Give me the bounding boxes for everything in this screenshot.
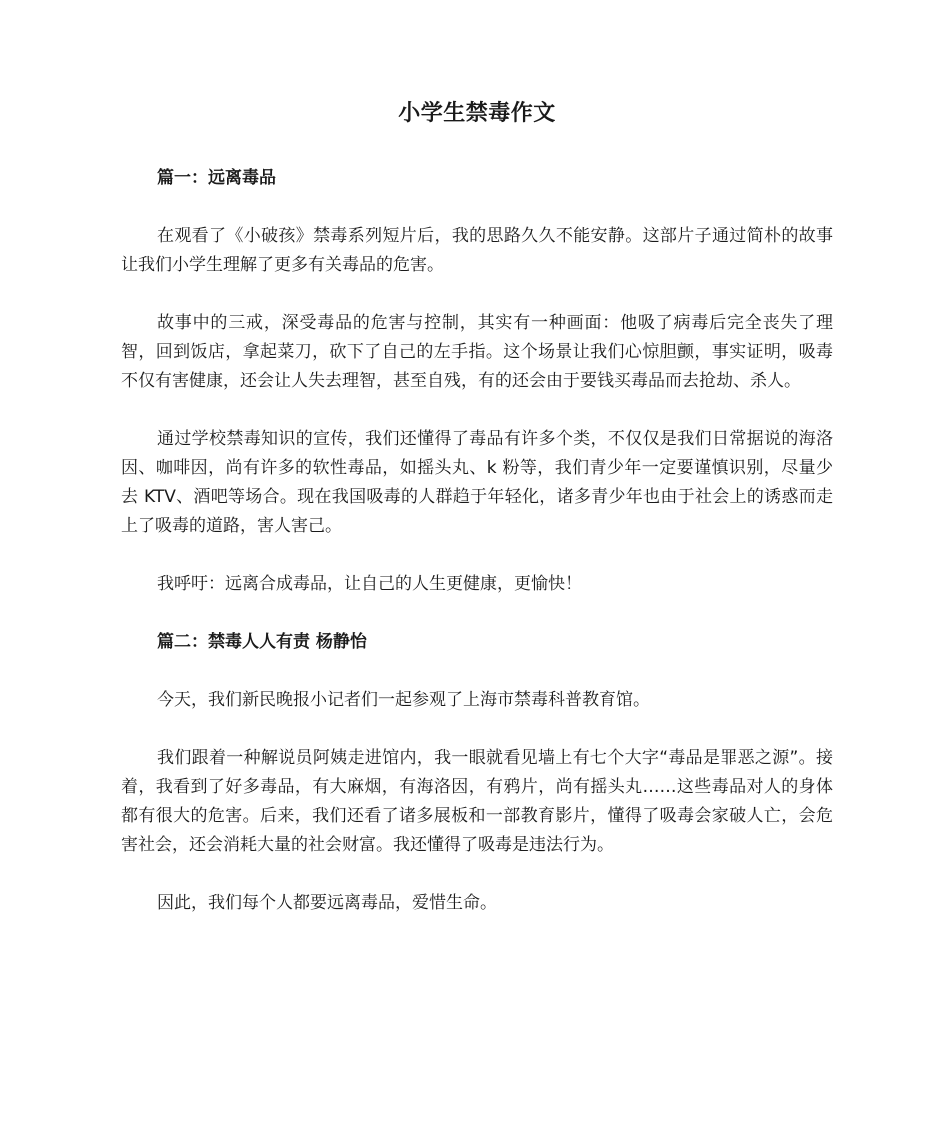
paragraph: 故事中的三戒，深受毒品的危害与控制，其实有一种画面：他吸了病毒后完全丧失了理智，回到饭店，拿起菜刀，砍下了自己的左手指。这个场景让我们心惊胆颤，事实证明，吸毒不仅有害健康，还会让人失去理智，甚至自残，有的还会由于要钱买毒品而去抢劫、杀人。 <box>121 313 833 391</box>
document-body <box>121 96 833 947</box>
paragraph: 我们跟着一种解说员阿姨走进馆内，我一眼就看见墙上有七个大字“毒品是罪恶之源”。接着，我看到了好多毒品，有大麻烟，有海洛因，有鸦片，尚有摇头丸……这些毒品对人的身体都有很大的危害。后来，我们还看了诸多展板和一部教育影片，懂得了吸毒会家破人亡，会危害社会，还会消耗大量的社会财富。我还懂得了吸毒是违法行为。 <box>121 748 833 855</box>
paragraph: 今天，我们新民晚报小记者们一起参观了上海市禁毒科普教育馆。 <box>157 690 650 710</box>
paragraph: 因此，我们每个人都要远离毒品，爱惜生命。 <box>157 893 497 913</box>
document-title: 小学生禁毒作文 <box>398 101 556 126</box>
section-heading-2: 篇二：禁毒人人有责 杨静怡 <box>157 632 367 652</box>
paragraph: 在观看了《小破孩》禁毒系列短片后，我的思路久久不能安静。这部片子通过简朴的故事让我们小学生理解了更多有关毒品的危害。 <box>121 226 833 275</box>
section-heading-1: 篇一：远离毒品 <box>157 168 276 188</box>
paragraph: 通过学校禁毒知识的宣传，我们还懂得了毒品有许多个类，不仅仅是我们日常据说的海洛因、咖啡因，尚有许多的软性毒品，如摇头丸、k 粉等，我们青少年一定要谨慎识别，尽量少去 KTV、酒吧等场合。现在我国吸毒的人群趋于年轻化，诸多青少年也由于社会上的诱惑而走上了吸毒的道路，害人害己。 <box>121 429 833 536</box>
paragraph: 我呼吁：远离合成毒品，让自己的人生更健康，更愉快！ <box>157 574 582 594</box>
